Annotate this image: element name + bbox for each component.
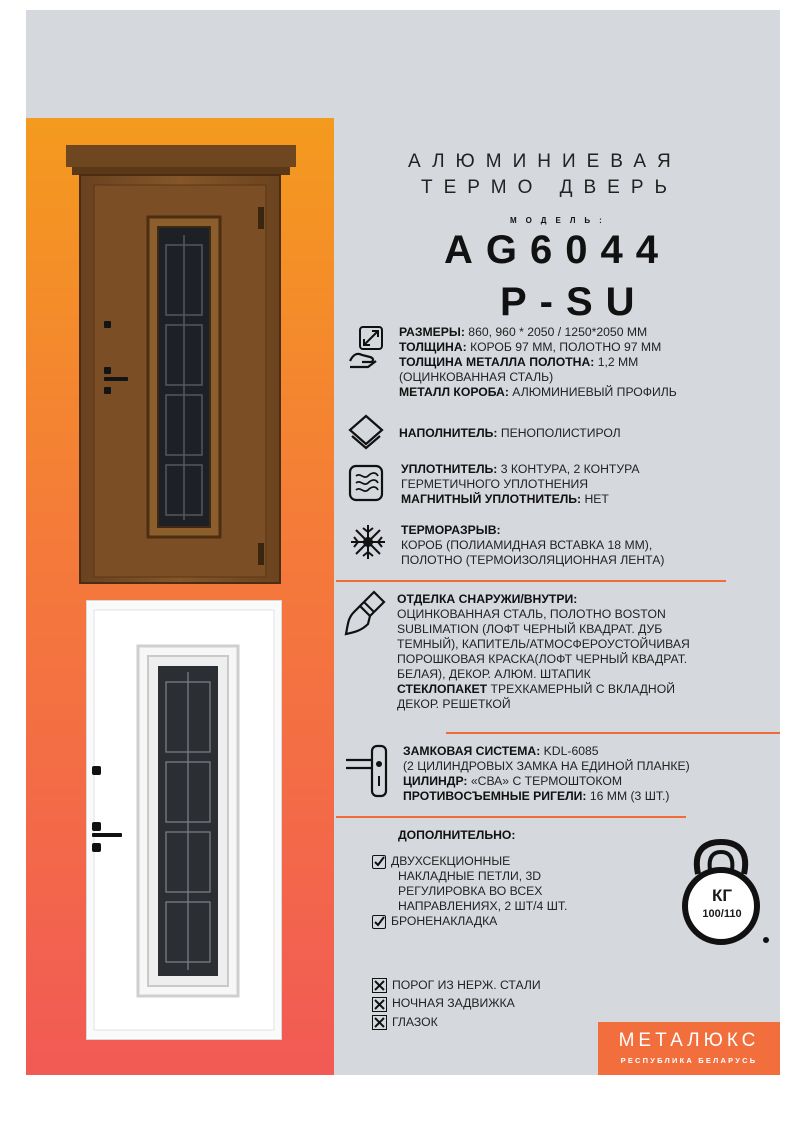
cross-box-icon <box>372 1015 387 1030</box>
seal-waves-icon <box>348 464 384 502</box>
snowflake-icon <box>348 522 388 562</box>
thermal-value-2: ПОЛОТНО (ТЕРМОИЗОЛЯЦИОННАЯ ЛЕНТА) <box>401 553 665 567</box>
heading-line1: АЛЮМИНИЕВАЯ <box>408 151 682 172</box>
hinges-line-3: РЕГУЛИРОВКА ВО ВСЕХ <box>398 884 543 898</box>
hinges-line-2: НАКЛАДНЫЕ ПЕТЛИ, 3D <box>398 869 542 883</box>
hinges-line-1: ДВУХСЕКЦИОННЫЕ <box>391 854 511 868</box>
brand-name: МЕТАЛЮКС <box>618 1030 760 1051</box>
night-latch-label: НОЧНАЯ ЗАДВИЖКА <box>392 996 515 1011</box>
filler-label: НАПОЛНИТЕЛЬ: <box>399 426 498 440</box>
frame-metal-value: АЛЮМИНИЕВЫЙ ПРОФИЛЬ <box>508 385 677 399</box>
finish-line-3: ТЕМНЫЙ), КАПИТЕЛЬ/АТМОСФЕРОУСТОЙЧИВАЯ <box>397 637 690 651</box>
metal-thickness-note: (ОЦИНКОВАННАЯ СТАЛЬ) <box>399 370 554 384</box>
layers-icon <box>346 412 386 452</box>
threshold-label: ПОРОГ ИЗ НЕРЖ. СТАЛИ <box>392 978 541 992</box>
heading-line2: ТЕРМО ДВЕРЬ <box>421 177 678 198</box>
check-icon <box>372 915 386 929</box>
sizes-value: 860, 960 * 2050 / 1250*2050 ММ <box>464 325 648 339</box>
hinges-line-4: НАПРАВЛЕНИЯХ, 2 ШТ/4 ШТ. <box>398 899 568 913</box>
brand-logo <box>598 1022 780 1075</box>
lock-label: ЗАМКОВАЯ СИСТЕМА: <box>403 744 541 758</box>
specs-sizes <box>399 325 779 400</box>
extra-title-text: ДОПОЛНИТЕЛЬНО: <box>398 828 516 842</box>
specs-lock <box>403 744 780 804</box>
cylinder-value: «СВА» С ТЕРМОШТОКОМ <box>467 774 622 788</box>
finish-line-2: SUBLIMATION (ЛОФТ ЧЕРНЫЙ КВАДРАТ. ДУБ <box>397 622 663 636</box>
seal-label: УПЛОТНИТЕЛЬ: <box>401 462 498 476</box>
metal-thickness-value: 1,2 ММ <box>594 355 639 369</box>
extra-title <box>398 828 515 843</box>
glass-value-2: ДЕКОР. РЕШЕТКОЙ <box>397 697 511 711</box>
seal-value-2: ГЕРМЕТИЧНОГО УПЛОТНЕНИЯ <box>401 477 589 491</box>
glass-label: СТЕКЛОПАКЕТ <box>397 682 488 696</box>
magnetic-label: МАГНИТНЫЙ УПЛОТНИТЕЛЬ: <box>401 492 582 506</box>
sizes-label: РАЗМЕРЫ: <box>399 325 465 339</box>
finish-line-1: ОЦИНКОВАННАЯ СТАЛЬ, ПОЛОТНО BOSTON <box>397 607 666 621</box>
magnetic-value: НЕТ <box>581 492 609 506</box>
specs-filler <box>399 426 779 441</box>
finish-line-5: БЕЛАЯ), ДЕКОР. АЛЮМ. ШТАПИК <box>397 667 591 681</box>
door-handle-icon <box>344 742 390 800</box>
thickness-value: КОРОБ 97 ММ, ПОЛОТНО 97 ММ <box>466 340 662 354</box>
thickness-label: ТОЛЩИНА: <box>399 340 467 354</box>
door-image-wood <box>66 145 296 585</box>
metal-thickness-label: ТОЛЩИНА МЕТАЛЛА ПОЛОТНА: <box>399 355 595 369</box>
door-image-white <box>86 600 282 1040</box>
lock-value-2: (2 ЦИЛИНДРОВЫХ ЗАМКА НА ЕДИНОЙ ПЛАНКЕ) <box>403 759 690 773</box>
lock-value: KDL-6085 <box>540 744 599 758</box>
divider-line-2 <box>446 732 780 734</box>
specs-thermal <box>401 523 780 568</box>
glass-value: ТРЕХКАМЕРНЫЙ С ВКЛАДНОЙ <box>487 682 675 696</box>
armor-plate-label: БРОНЕНАКЛАДКА <box>391 914 498 928</box>
finish-label: ОТДЕЛКА СНАРУЖИ/ВНУТРИ: <box>397 592 578 606</box>
thermal-label: ТЕРМОРАЗРЫВ: <box>401 523 501 537</box>
cross-box-icon <box>372 997 387 1012</box>
weight-value: 100/110 <box>702 908 742 920</box>
specs-seal <box>401 462 780 507</box>
frame-metal-label: МЕТАЛЛ КОРОБА: <box>399 385 509 399</box>
paint-brush-icon <box>344 590 386 638</box>
cross-box-icon <box>372 978 387 993</box>
anti-removal-value: 16 ММ (3 ШТ.) <box>586 789 670 803</box>
catalog-sheet <box>26 10 780 1075</box>
thermal-value-1: КОРОБ (ПОЛИАМИДНАЯ ВСТАВКА 18 ММ), <box>401 538 653 552</box>
brand-country: РЕСПУБЛИКА БЕЛАРУСЬ <box>620 1056 758 1065</box>
anti-removal-label: ПРОТИВОСЪЕМНЫЕ РИГЕЛИ: <box>403 789 587 803</box>
seal-value: 3 КОНТУРА, 2 КОНТУРА <box>497 462 640 476</box>
divider-line-3 <box>336 816 686 818</box>
cylinder-label: ЦИЛИНДР: <box>403 774 468 788</box>
model-label: МОДЕЛЬ: <box>510 216 611 225</box>
specs-finish <box>397 592 780 712</box>
filler-value: ПЕНОПОЛИСТИРОЛ <box>497 426 621 440</box>
check-icon <box>372 855 386 869</box>
weight-unit: КГ <box>711 886 732 905</box>
hand-resize-icon <box>348 325 386 369</box>
peephole-label: ГЛАЗОК <box>392 1014 438 1029</box>
finish-line-4: ПОРОШКОВАЯ КРАСКА(ЛОФТ ЧЕРНЫЙ КВАДРАТ. <box>397 652 688 666</box>
extra-item-hinges <box>372 854 642 929</box>
model-suffix: P-SU <box>500 280 648 324</box>
divider-line-1 <box>336 580 726 582</box>
model-number: AG6044 <box>444 228 671 272</box>
